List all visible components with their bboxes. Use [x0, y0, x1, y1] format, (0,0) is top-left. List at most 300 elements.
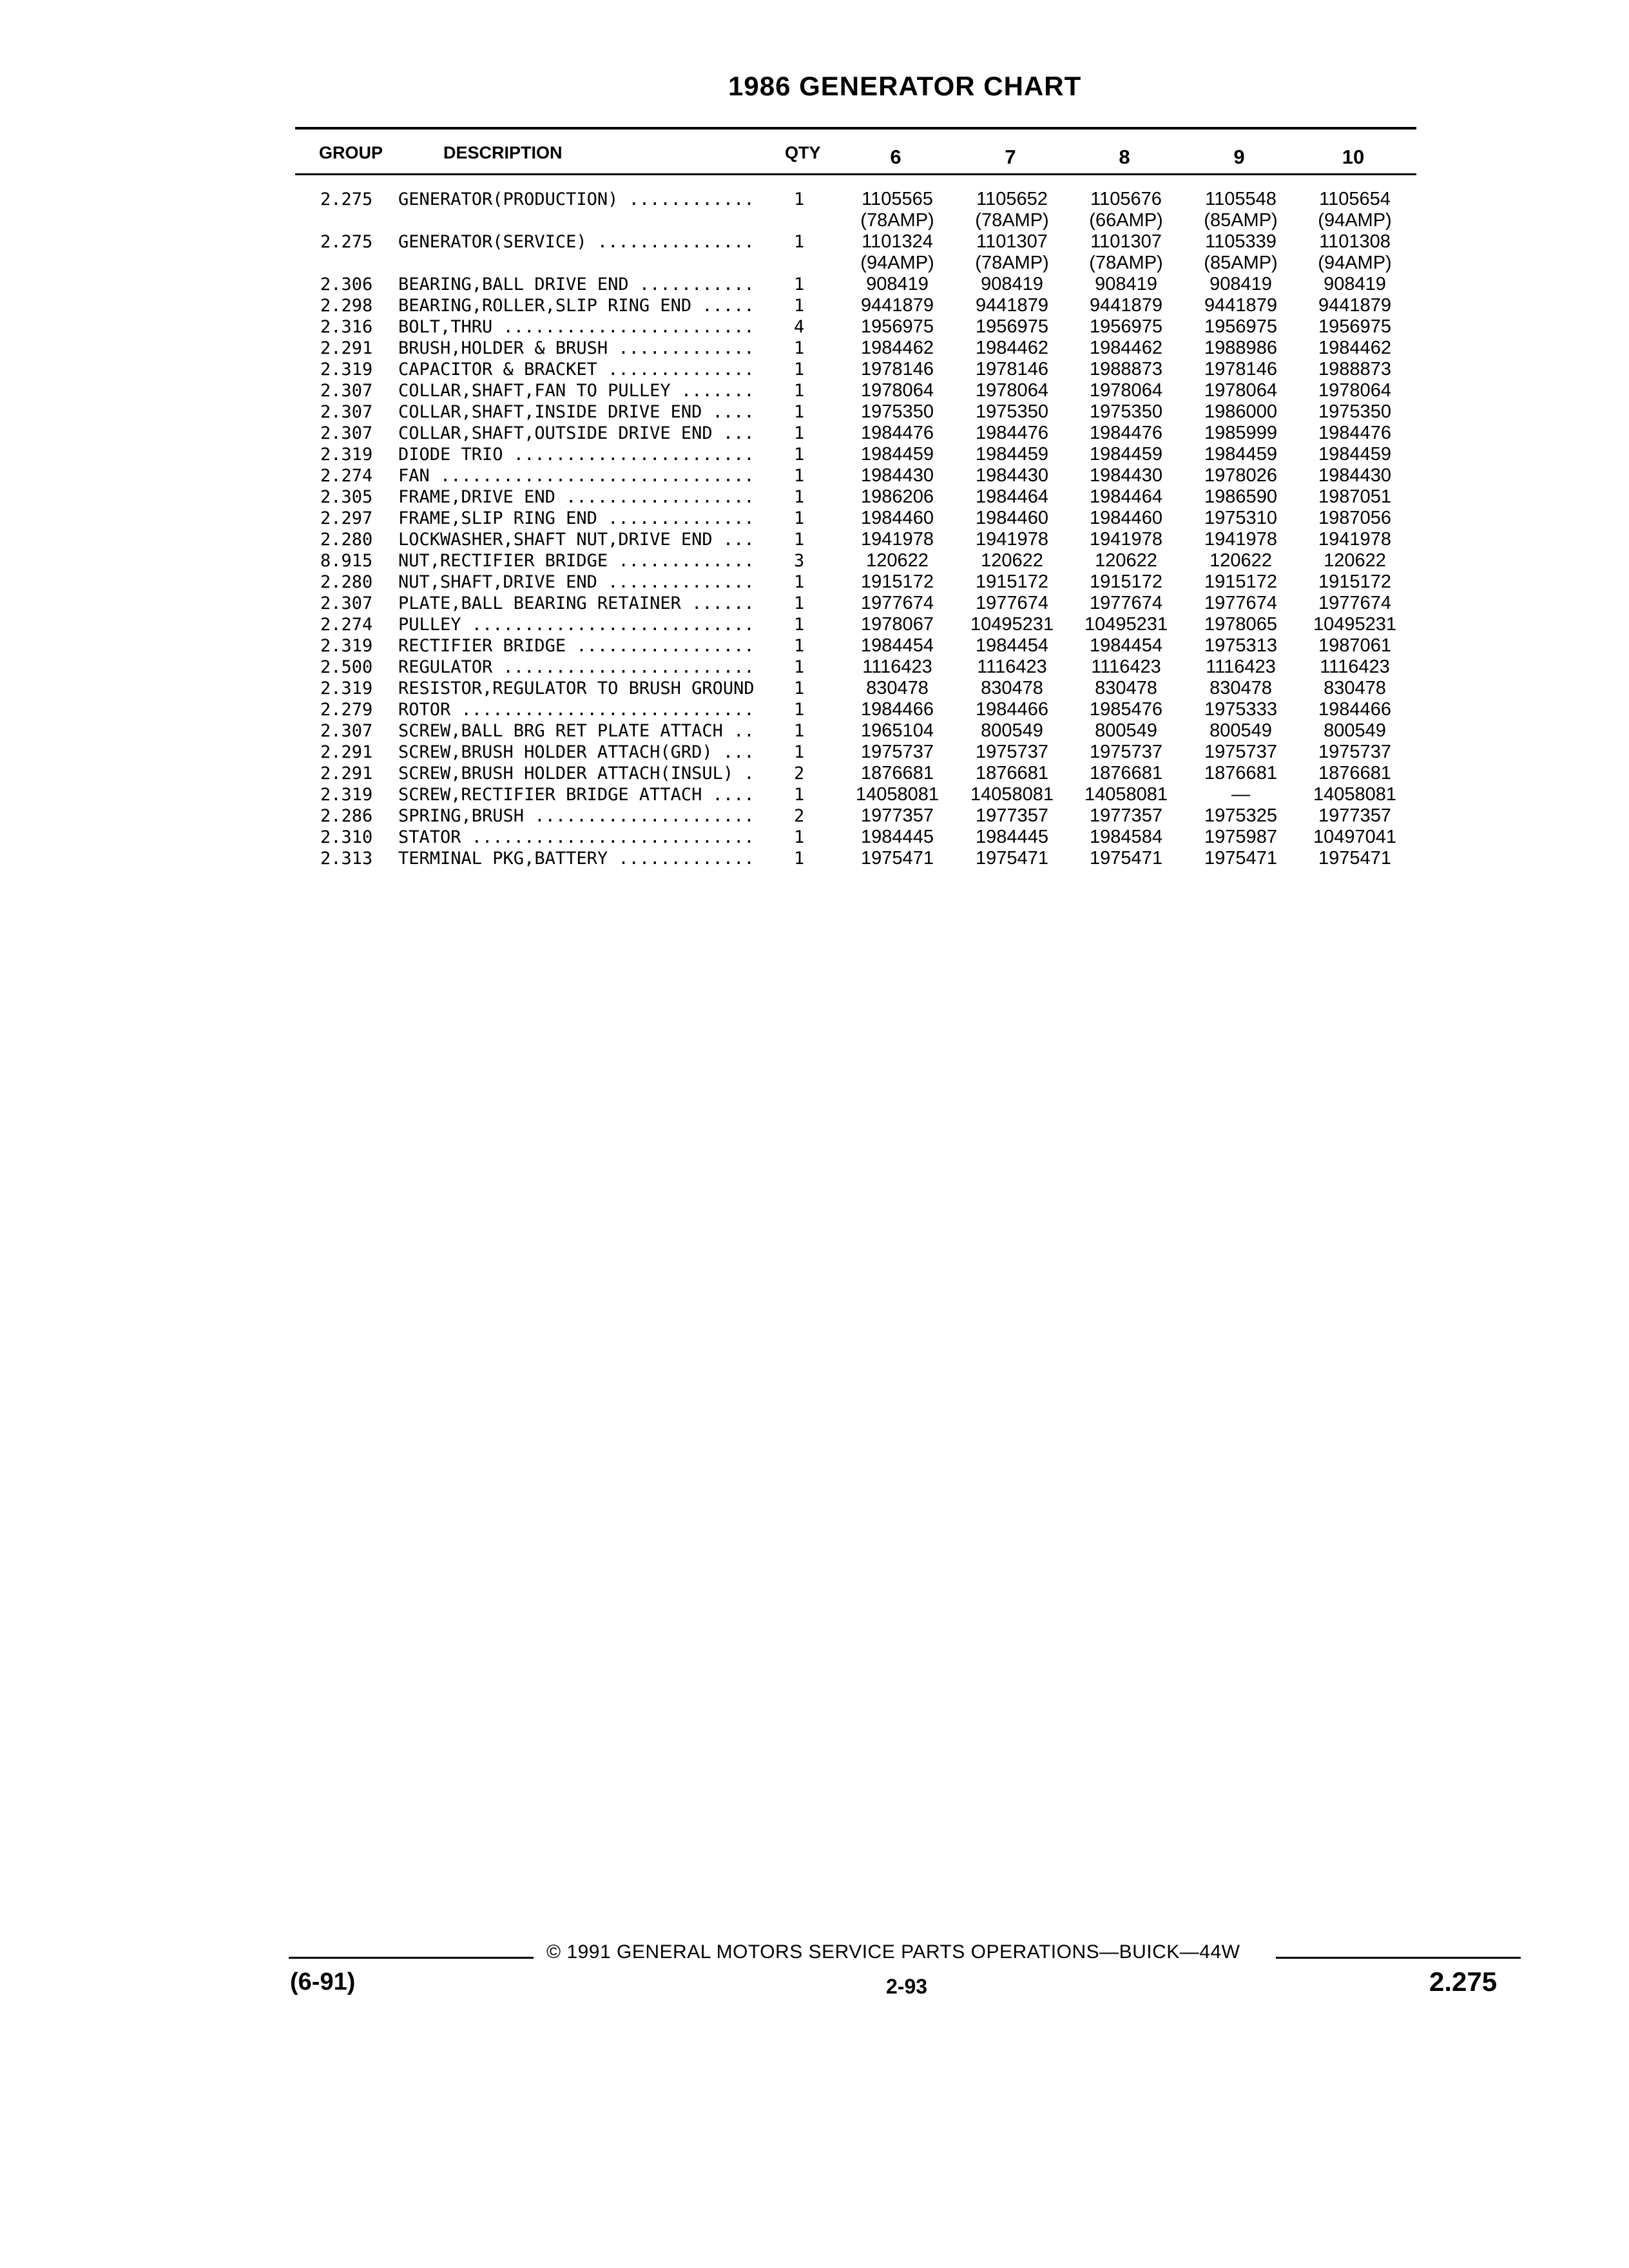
part-number: 1984459	[1204, 444, 1277, 465]
part-number: 1915172	[976, 572, 1048, 592]
row-part-number	[1184, 401, 1297, 423]
amp-rating: (78AMP)	[975, 253, 1049, 273]
part-number: 1975333	[1204, 699, 1277, 720]
part-number: 1988986	[1204, 338, 1277, 358]
row-qty: 1	[794, 487, 805, 507]
part-number: 14058081	[1313, 784, 1397, 805]
part-number: 1105565	[862, 189, 933, 209]
part-number: 10497041	[1313, 827, 1397, 847]
part-number: 1977357	[1318, 805, 1391, 826]
row-part-number	[1070, 784, 1182, 805]
row-description: RESISTOR,REGULATOR TO BRUSH GROUND	[398, 678, 755, 698]
part-number: 1975471	[861, 848, 934, 869]
row-group: 2.291	[320, 742, 373, 762]
part-number: 1941978	[976, 529, 1048, 550]
row-description: COLLAR,SHAFT,OUTSIDE DRIVE END ...	[398, 423, 755, 443]
row-part-number	[1184, 529, 1297, 550]
part-number: 1116423	[977, 657, 1047, 677]
part-number: 1984464	[1090, 486, 1162, 507]
row-part-number	[1298, 529, 1411, 550]
row-group: 2.291	[320, 764, 373, 783]
row-part-number	[956, 529, 1068, 550]
row-part-number	[1070, 316, 1182, 338]
row-part-number	[956, 657, 1068, 678]
row-part-number	[1070, 295, 1182, 316]
row-part-number	[1070, 508, 1182, 529]
row-part-number	[841, 465, 954, 486]
row-part-number	[1184, 742, 1297, 763]
row-part-number	[1298, 274, 1411, 295]
table-row	[0, 699, 1629, 720]
part-number: 1978064	[1318, 380, 1391, 401]
part-number: 1975310	[1204, 508, 1277, 528]
row-part-number	[1070, 678, 1182, 699]
row-part-number	[1298, 593, 1411, 614]
row-part-number	[841, 338, 954, 359]
row-qty: 1	[794, 381, 805, 401]
row-group: 2.286	[320, 806, 373, 826]
row-description: ROTOR ............................	[398, 700, 755, 720]
row-part-number	[1070, 401, 1182, 423]
row-part-number	[956, 231, 1068, 274]
row-description: PULLEY ...........................	[398, 615, 755, 635]
part-number: 1984459	[976, 444, 1048, 465]
part-number: 800549	[1095, 720, 1157, 741]
part-number: 908419	[1095, 274, 1157, 294]
footer-rule-right	[1276, 1957, 1521, 1959]
row-qty: 1	[794, 423, 805, 443]
row-qty: 1	[794, 721, 805, 741]
part-number: 9441879	[976, 295, 1048, 316]
row-part-number	[1070, 189, 1182, 231]
row-part-number	[1298, 614, 1411, 635]
row-description: SCREW,BRUSH HOLDER ATTACH(GRD) ...	[398, 742, 755, 762]
amp-rating: (94AMP)	[1318, 253, 1392, 273]
table-row	[0, 657, 1629, 678]
part-number: 120622	[981, 550, 1043, 571]
row-qty: 1	[794, 572, 805, 592]
part-number: 1978064	[1204, 380, 1277, 401]
part-number: 1984476	[861, 423, 934, 443]
row-part-number	[1184, 763, 1297, 784]
part-number: 1101308	[1319, 231, 1391, 252]
row-part-number	[1070, 550, 1182, 572]
row-part-number	[841, 635, 954, 657]
part-number: 1975350	[861, 401, 934, 422]
row-part-number	[841, 423, 954, 444]
row-part-number	[1070, 827, 1182, 848]
row-part-number	[1298, 189, 1411, 231]
part-number: 1978064	[861, 380, 934, 401]
part-number: 1978067	[861, 614, 934, 635]
part-number: 120622	[1095, 550, 1157, 571]
row-part-number	[956, 550, 1068, 572]
row-description: NUT,SHAFT,DRIVE END ..............	[398, 572, 755, 592]
part-number: 1975737	[976, 742, 1048, 762]
row-description: FRAME,DRIVE END ..................	[398, 487, 755, 507]
part-number: 1977674	[1090, 593, 1162, 613]
row-part-number	[956, 720, 1068, 742]
row-qty: 1	[794, 402, 805, 422]
row-part-number	[956, 274, 1068, 295]
row-qty: 1	[794, 827, 805, 847]
row-description: BEARING,BALL DRIVE END ...........	[398, 274, 755, 294]
part-number: 908419	[1324, 274, 1386, 294]
row-part-number	[1184, 423, 1297, 444]
row-part-number	[841, 550, 954, 572]
table-row	[0, 614, 1629, 635]
row-part-number	[956, 614, 1068, 635]
row-qty: 1	[794, 189, 805, 209]
part-number: 120622	[1324, 550, 1386, 571]
part-number: 1986590	[1204, 486, 1277, 507]
row-part-number	[1298, 423, 1411, 444]
part-number: 1915172	[1204, 572, 1277, 592]
row-part-number	[1184, 274, 1297, 295]
part-number: 1915172	[1090, 572, 1162, 592]
row-part-number	[956, 486, 1068, 508]
row-qty: 1	[794, 593, 805, 613]
part-number: 1116423	[1320, 657, 1390, 677]
table-row	[0, 231, 1629, 274]
table-row	[0, 359, 1629, 380]
row-part-number	[956, 572, 1068, 593]
row-part-number	[956, 465, 1068, 486]
part-number: 1984476	[1090, 423, 1162, 443]
row-qty: 1	[794, 445, 805, 465]
row-part-number	[1070, 486, 1182, 508]
row-qty: 3	[794, 551, 805, 571]
row-group: 2.297	[320, 508, 373, 528]
row-group: 2.307	[320, 423, 373, 443]
footer-rule-left	[289, 1957, 534, 1959]
row-part-number	[1298, 359, 1411, 380]
part-number: 1956975	[1204, 316, 1277, 337]
part-number: 830478	[866, 678, 929, 698]
row-group: 2.306	[320, 274, 373, 294]
table-row	[0, 763, 1629, 784]
part-number: 1977674	[976, 593, 1048, 613]
row-part-number	[841, 401, 954, 423]
part-number: 1876681	[976, 763, 1048, 783]
table-row	[0, 486, 1629, 508]
row-part-number	[956, 359, 1068, 380]
row-group: 2.275	[320, 232, 373, 252]
row-qty: 4	[794, 317, 805, 337]
row-part-number	[1298, 635, 1411, 657]
row-part-number	[1298, 465, 1411, 486]
part-number: 800549	[981, 720, 1043, 741]
page-number: 2-93	[886, 1975, 928, 1998]
row-part-number	[841, 614, 954, 635]
row-part-number	[1298, 338, 1411, 359]
part-number: 1984460	[976, 508, 1048, 528]
row-part-number	[841, 316, 954, 338]
row-part-number	[1298, 508, 1411, 529]
part-number: 1984466	[1318, 699, 1391, 720]
row-part-number	[1298, 742, 1411, 763]
row-part-number	[1070, 635, 1182, 657]
revision-date: (6-91)	[290, 1968, 356, 1995]
part-number: 1956975	[976, 316, 1048, 337]
part-number: 800549	[1324, 720, 1386, 741]
part-number: 10495231	[970, 614, 1054, 635]
part-number: 1978146	[1204, 359, 1277, 380]
row-part-number	[956, 763, 1068, 784]
part-number: 1941978	[1318, 529, 1391, 550]
part-number: 1978146	[976, 359, 1048, 380]
part-number: 1984454	[1090, 635, 1162, 656]
row-qty: 1	[794, 274, 805, 294]
row-part-number	[1184, 805, 1297, 827]
row-part-number	[841, 380, 954, 401]
part-number: 1105654	[1319, 189, 1391, 209]
amp-rating: (85AMP)	[1204, 210, 1278, 231]
part-number: 1975471	[1204, 848, 1277, 869]
row-part-number	[1070, 231, 1182, 274]
header-rule	[295, 173, 1416, 175]
row-description: REGULATOR ........................	[398, 657, 755, 677]
row-description: STATOR ...........................	[398, 827, 755, 847]
header-qty: QTY	[785, 143, 821, 162]
part-number: 1984459	[1090, 444, 1162, 465]
row-part-number	[1298, 784, 1411, 805]
row-part-number	[1298, 763, 1411, 784]
row-part-number	[841, 444, 954, 465]
row-part-number	[1184, 720, 1297, 742]
row-group: 2.500	[320, 657, 373, 677]
row-group: 2.298	[320, 296, 373, 316]
row-group: 2.274	[320, 615, 373, 635]
part-number: 1116423	[1091, 657, 1161, 677]
part-number: 1984454	[976, 635, 1048, 656]
top-rule	[295, 127, 1416, 130]
part-number: 1105339	[1205, 231, 1277, 252]
part-number: 1975350	[1318, 401, 1391, 422]
row-group: 8.915	[320, 551, 373, 571]
part-number: 1956975	[861, 316, 934, 337]
table-row	[0, 720, 1629, 742]
part-number: 1975737	[861, 742, 934, 762]
row-part-number	[1184, 848, 1297, 869]
table-row	[0, 827, 1629, 848]
part-number: 1975325	[1204, 805, 1277, 826]
row-part-number	[956, 189, 1068, 231]
part-number: 1941978	[861, 529, 934, 550]
row-part-number	[1298, 848, 1411, 869]
row-part-number	[956, 805, 1068, 827]
row-part-number	[1298, 444, 1411, 465]
row-group: 2.291	[320, 338, 373, 358]
row-part-number	[1298, 401, 1411, 423]
row-qty: 1	[794, 742, 805, 762]
part-number: 1984462	[1090, 338, 1162, 358]
row-part-number	[1070, 444, 1182, 465]
part-number: 1876681	[861, 763, 934, 783]
row-part-number	[841, 699, 954, 720]
part-number: 1977357	[976, 805, 1048, 826]
part-number: 1988873	[1090, 359, 1162, 380]
row-group: 2.307	[320, 402, 373, 422]
row-part-number	[1070, 529, 1182, 550]
part-number: 10495231	[1084, 614, 1168, 635]
row-group: 2.319	[320, 445, 373, 465]
row-part-number	[1184, 614, 1297, 635]
row-part-number	[1184, 593, 1297, 614]
amp-rating: (66AMP)	[1089, 210, 1163, 231]
row-part-number	[1070, 423, 1182, 444]
part-number: 1986206	[861, 486, 934, 507]
part-number: 1975350	[1090, 401, 1162, 422]
part-number: 1105548	[1205, 189, 1277, 209]
part-number: 1975737	[1318, 742, 1391, 762]
table-header	[0, 143, 1629, 169]
part-number: 1984459	[1318, 444, 1391, 465]
part-number: 9441879	[1090, 295, 1162, 316]
row-part-number	[1184, 572, 1297, 593]
row-part-number	[841, 784, 954, 805]
part-number: 14058081	[855, 784, 940, 805]
row-part-number	[1184, 380, 1297, 401]
part-number: 1985999	[1204, 423, 1277, 443]
header-col-9: 9	[1233, 146, 1245, 168]
row-part-number	[841, 189, 954, 231]
part-number: 1987051	[1318, 486, 1391, 507]
part-number: 1116423	[1206, 657, 1276, 677]
row-part-number	[841, 763, 954, 784]
row-part-number	[956, 508, 1068, 529]
table-row	[0, 550, 1629, 572]
row-group: 2.274	[320, 466, 373, 486]
part-number: 1978065	[1204, 614, 1277, 635]
row-group: 2.319	[320, 636, 373, 656]
table-row	[0, 444, 1629, 465]
table-row	[0, 189, 1629, 231]
part-number: 800549	[1210, 720, 1272, 741]
row-qty: 2	[794, 764, 805, 783]
amp-rating: (78AMP)	[975, 210, 1049, 231]
row-part-number	[1298, 657, 1411, 678]
row-qty: 1	[794, 636, 805, 656]
row-part-number	[956, 678, 1068, 699]
row-description: BOLT,THRU ........................	[398, 317, 755, 337]
part-number: 830478	[1095, 678, 1157, 698]
part-number: 1105676	[1090, 189, 1162, 209]
row-part-number	[1070, 742, 1182, 763]
part-number: 1975313	[1204, 635, 1277, 656]
row-part-number	[1298, 827, 1411, 848]
table-row	[0, 529, 1629, 550]
part-number: 1984460	[861, 508, 934, 528]
row-group: 2.307	[320, 381, 373, 401]
part-number: 1978146	[861, 359, 934, 380]
row-part-number	[1070, 763, 1182, 784]
part-number: 1101324	[862, 231, 933, 252]
row-part-number	[1298, 295, 1411, 316]
row-group: 2.280	[320, 572, 373, 592]
row-description: COLLAR,SHAFT,FAN TO PULLEY .......	[398, 381, 755, 401]
amp-rating: (78AMP)	[860, 210, 934, 231]
row-description: GENERATOR(SERVICE) ...............	[398, 232, 755, 252]
amp-rating: (94AMP)	[1318, 210, 1392, 231]
table-row	[0, 805, 1629, 827]
part-number: 1984430	[861, 465, 934, 486]
row-part-number	[1298, 486, 1411, 508]
part-number: 1978064	[976, 380, 1048, 401]
row-part-number	[841, 508, 954, 529]
table-row	[0, 465, 1629, 486]
row-part-number	[841, 742, 954, 763]
part-number: 1956975	[1318, 316, 1391, 337]
part-number: 1984462	[1318, 338, 1391, 358]
part-number: 1941978	[1204, 529, 1277, 550]
row-part-number	[1184, 550, 1297, 572]
row-part-number	[1184, 508, 1297, 529]
row-part-number	[1184, 635, 1297, 657]
row-qty: 1	[794, 615, 805, 635]
part-number: 1977674	[1318, 593, 1391, 613]
part-number: 1984464	[976, 486, 1048, 507]
table-row	[0, 572, 1629, 593]
row-qty: 1	[794, 360, 805, 380]
part-number: 14058081	[1084, 784, 1168, 805]
row-qty: 1	[794, 530, 805, 550]
row-part-number	[1298, 720, 1411, 742]
row-part-number	[1184, 359, 1297, 380]
row-part-number	[1298, 231, 1411, 274]
part-number: 1876681	[1204, 763, 1277, 783]
part-number: 120622	[866, 550, 929, 571]
table-row	[0, 295, 1629, 316]
row-part-number	[956, 593, 1068, 614]
table-row	[0, 274, 1629, 295]
row-part-number	[841, 805, 954, 827]
row-part-number	[1184, 784, 1297, 805]
part-number: 1984459	[861, 444, 934, 465]
table-row	[0, 508, 1629, 529]
row-qty: 1	[794, 508, 805, 528]
part-number: 1984466	[976, 699, 1048, 720]
part-number: 1984454	[861, 635, 934, 656]
part-number: 1965104	[861, 720, 934, 741]
table-row	[0, 316, 1629, 338]
row-part-number	[841, 678, 954, 699]
part-number: 1975737	[1090, 742, 1162, 762]
part-number: 9441879	[1204, 295, 1277, 316]
row-description: BRUSH,HOLDER & BRUSH .............	[398, 338, 755, 358]
part-number: 1988873	[1318, 359, 1391, 380]
row-part-number	[1184, 465, 1297, 486]
part-number: 1984476	[976, 423, 1048, 443]
row-group: 2.307	[320, 721, 373, 741]
amp-rating: (85AMP)	[1204, 253, 1278, 273]
row-qty: 1	[794, 678, 805, 698]
row-group: 2.307	[320, 593, 373, 613]
row-part-number	[1184, 827, 1297, 848]
row-description: BEARING,ROLLER,SLIP RING END .....	[398, 296, 755, 316]
part-number: 1876681	[1318, 763, 1391, 783]
part-number: 1987061	[1318, 635, 1391, 656]
row-part-number	[841, 295, 954, 316]
part-number: 1975471	[976, 848, 1048, 869]
row-part-number	[841, 529, 954, 550]
row-part-number	[956, 295, 1068, 316]
row-part-number	[841, 572, 954, 593]
part-number: 1975987	[1204, 827, 1277, 847]
table-row	[0, 635, 1629, 657]
row-part-number	[1184, 189, 1297, 231]
part-number: 908419	[866, 274, 929, 294]
